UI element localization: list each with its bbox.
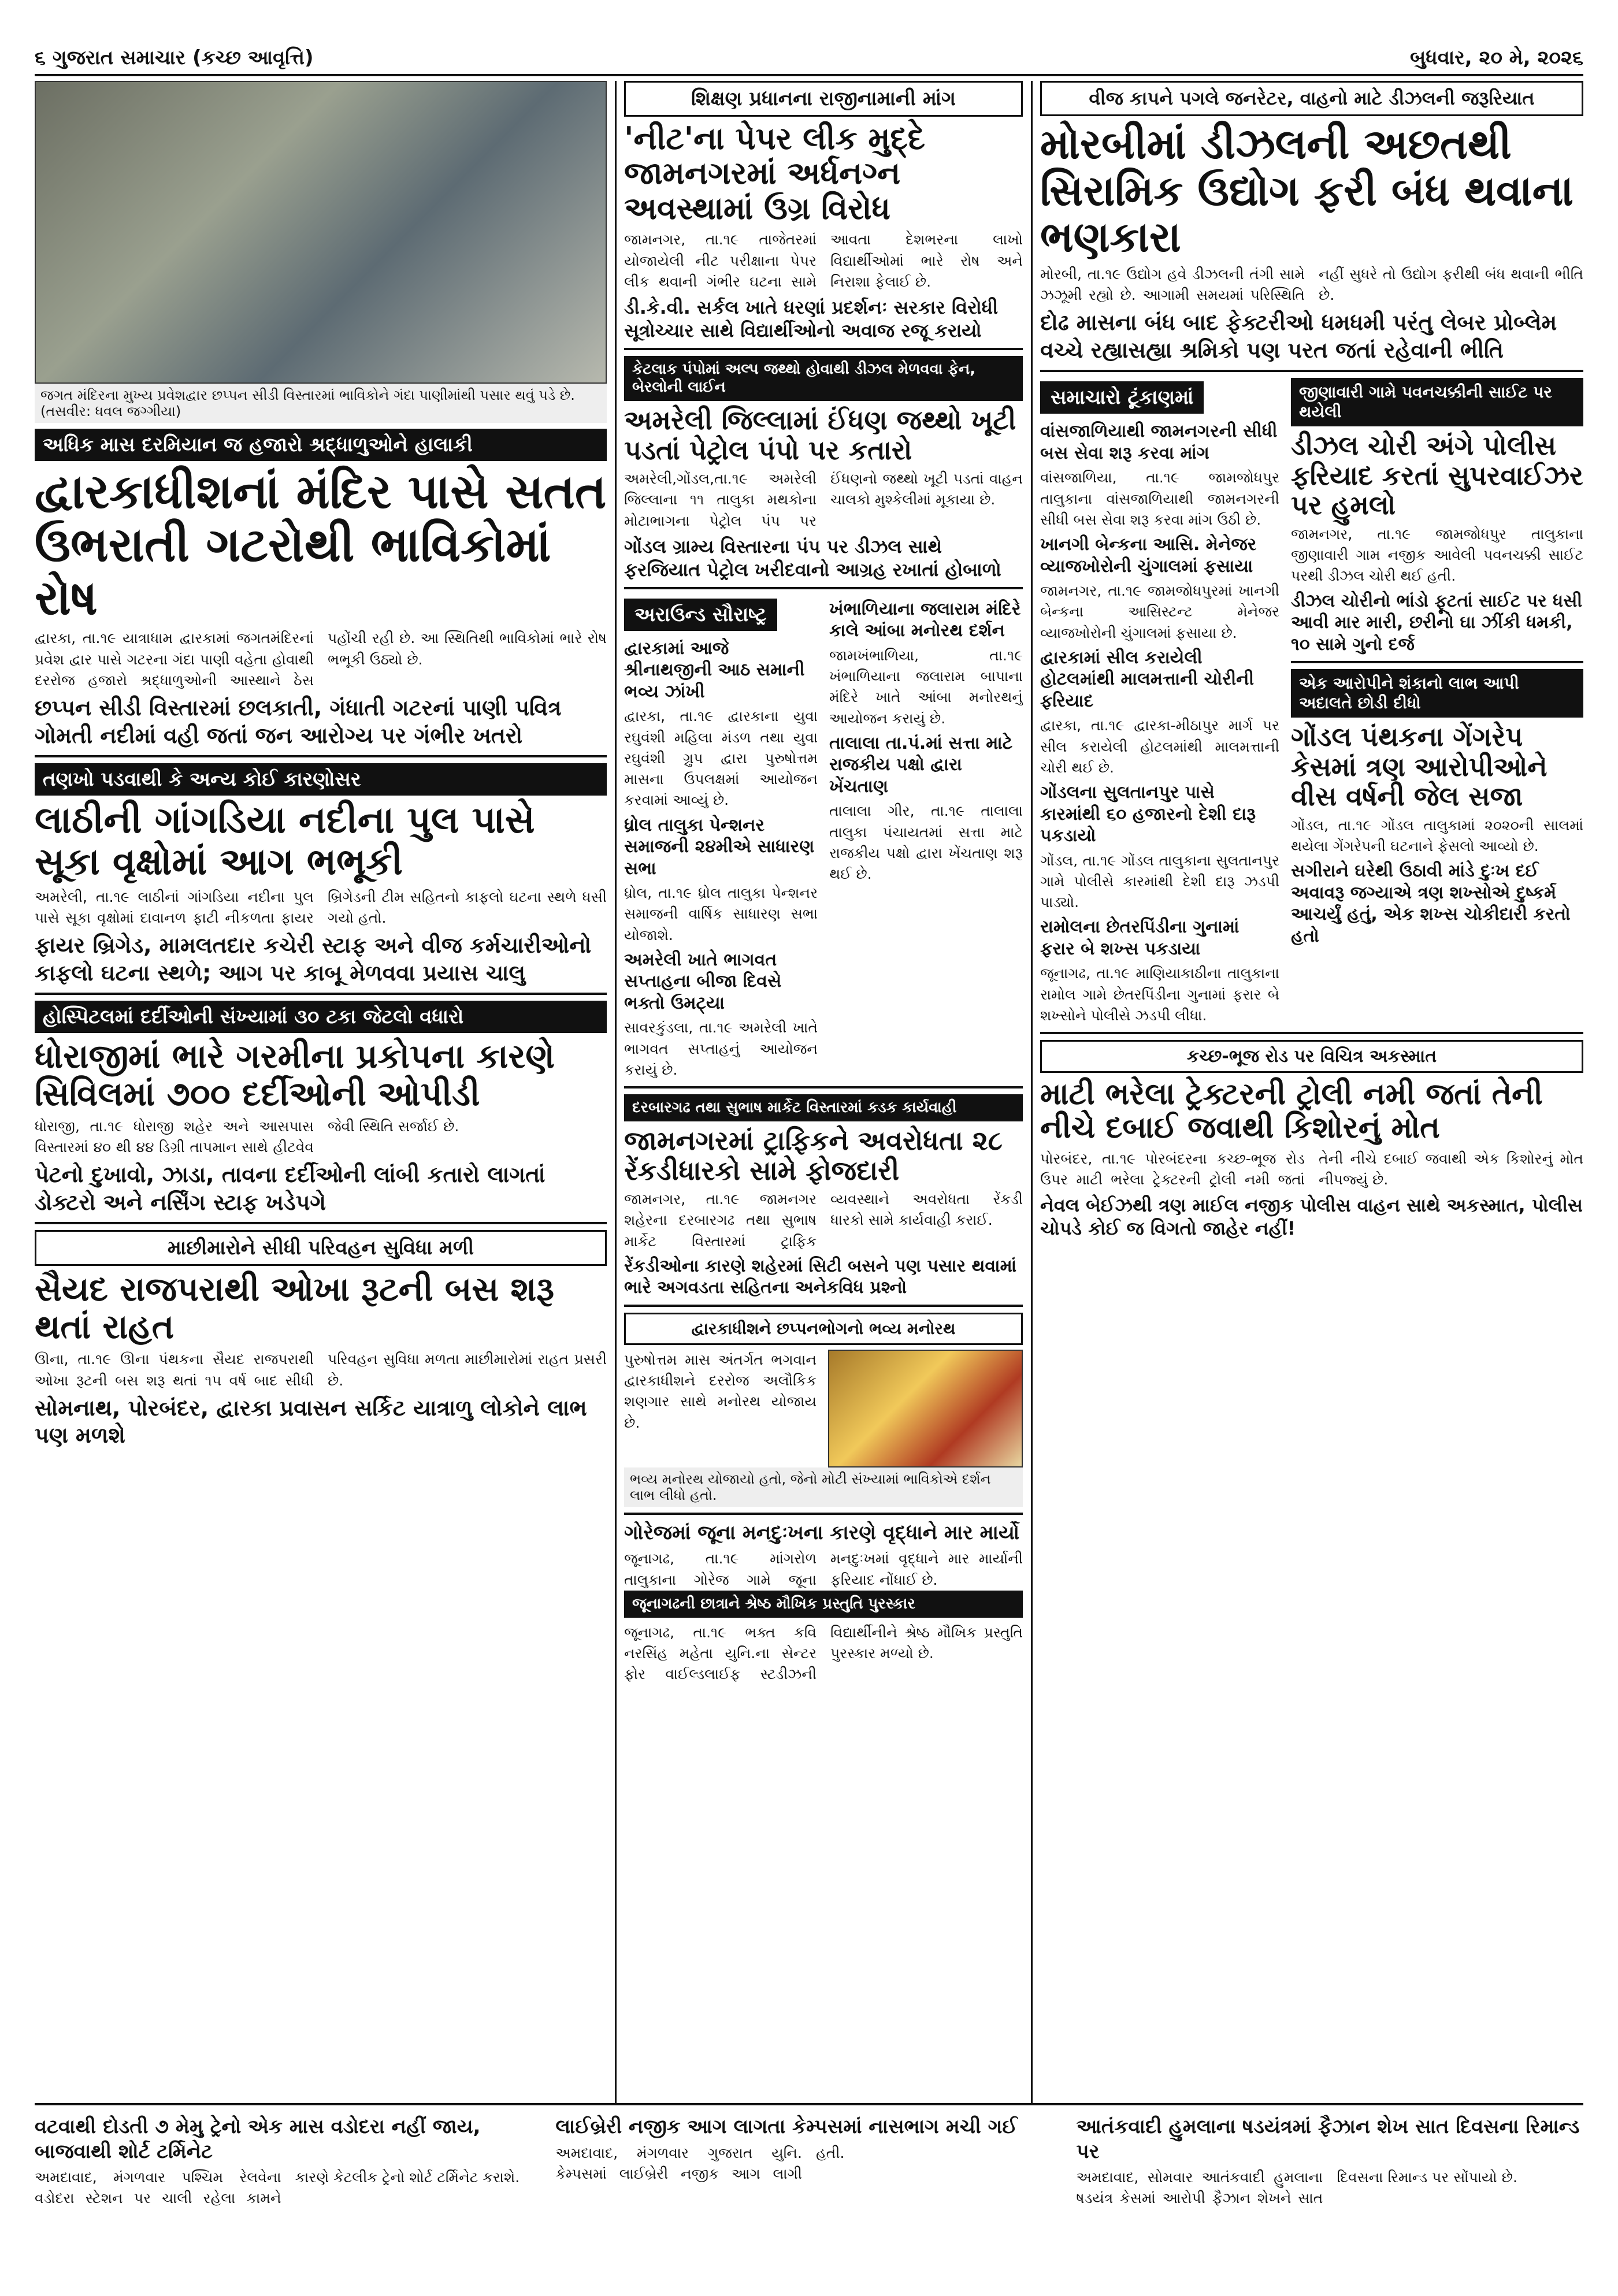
article-body: પોરબંદર, તા.૧૯ પોરબંદરના કચ્છ-ભૂજ રોડ ઉપર માટી ભરેલા ટ્રેક્ટરની ટ્રોલી નમી જતાં તેની નીચે દબાઈ જવાથી એક કિશોરનું મોત નીપજ્યું છે.	[1040, 1150, 1583, 1188]
article-body: અમદાવાદ, મંગળવાર ગુજરાત યુનિ. કેમ્પસમાં લાઈબ્રેરી નજીક આગ લાગી હતી.	[555, 2144, 845, 2182]
brief-body: દ્વારકા, તા.૧૯ દ્વારકાના યુવા રઘુવંશી મહિલા મંડળ તથા યુવા રઘુવંશી ગ્રુપ દ્વારા પુરુષોત્તમ માસના ઉપલક્ષમાં આયોજન કરવામાં આવ્યું છે.	[624, 708, 818, 809]
kicker: અધિક માસ દરમિયાન જ હજારો શ્રદ્ધાળુઓને હાલાકી	[35, 429, 607, 461]
brief-headline: દ્વારકામાં સીલ કરાયેલી હોટલમાંથી માલમત્તાની ચોરીની ફરિયાદ	[1040, 647, 1255, 711]
brief-headline: અમરેલી ખાતે ભાગવત સપ્તાહના બીજા દિવસે ભક્તો ઉમટ્યા	[624, 949, 782, 1013]
article-body: પુરુષોત્તમ માસ અંતર્ગત ભગવાન દ્વારકાધીશને દરરોજ અલૌકિક શણગાર સાથે મનોરથ યોજાય છે.	[624, 1351, 817, 1431]
headline: સૈયદ રાજપરાથી ઓખા રૂટની બસ શરૂ થતાં રાહત	[35, 1269, 555, 1347]
brief-body: તાલાલા ગીર, તા.૧૯ તાલાલા તાલુકા પંચાયતમાં સત્તા માટે રાજકીય પક્ષો દ્વારા ખેંચતાણ શરૂ થઈ છે.	[829, 803, 1023, 883]
subheadline: સોમનાથ, પોરબંદર, દ્વારકા પ્રવાસન સર્કિટ યાત્રાળુ લોકોને લાભ પણ મળશે	[35, 1395, 587, 1448]
headline: ડીઝલ ચોરી અંગે પોલીસ ફરિયાદ કરતાં સુપરવાઈઝર પર હુમલો	[1291, 430, 1583, 521]
kicker: કેટલાક પંપોમાં અલ્પ જથ્થો હોવાથી ડીઝલ મેળવવા ફેન, બેરલોની લાઈન	[624, 356, 1023, 401]
article-body: મોરબી, તા.૧૯ ઉદ્યોગ હવે ડીઝલની તંગી સામે ઝઝૂમી રહ્યો છે. આગામી સમયમાં પરિસ્થિતિ નહીં સુધરે તો ઉદ્યોગ ફરીથી બંધ થવાની ભીતિ છે.	[1040, 265, 1583, 304]
article-body: અમદાવાદ, સોમવાર આતંકવાદી હુમલાના ષડયંત્ર કેસમાં આરોપી ફૈઝાન શેખને સાત દિવસના રિમાન્ડ પર સોંપાયો છે.	[1076, 2169, 1517, 2207]
column-rule	[1031, 81, 1033, 2105]
headline: માટી ભરેલા ટ્રેક્ટરની ટ્રોલી નમી જતાં તેની નીચે દબાઈ જવાથી કિશોરનું મોત	[1040, 1077, 1543, 1146]
article-body: જામનગર, તા.૧૯ તાજેતરમાં યોજાયેલી નીટ પરીક્ષાના પેપર લીક થવાની ગંભીર ઘટના સામે આવતા દેશભરના લાખો વિદ્યાર્થીઓમાં ભારે રોષ અને નિરાશા ફેલાઈ છે.	[624, 231, 1023, 290]
headline: લાઠીની ગાંગડિયા નદીના પુલ પાસે સૂકા વૃક્ષોમાં આગ ભભૂકી	[35, 799, 535, 883]
headline: લાઈબ્રેરી નજીક આગ લાગતા કેમ્પસમાં નાસભાગ મચી ગઈ	[555, 2115, 1018, 2138]
bottom-story	[555, 2111, 1062, 2261]
brief-body: દ્વારકા, તા.૧૯ દ્વારકા-મીઠાપુર માર્ગ પર સીલ કરાયેલી હોટલમાંથી માલમત્તાની ચોરી થઈ છે.	[1040, 717, 1279, 776]
headline: આતંકવાદી હુમલાના ષડયંત્રમાં ફૈઝાન શેખ સાત દિવસના રિમાન્ડ પર	[1076, 2115, 1580, 2163]
headline: ગોરેજમાં જૂના મનદુઃખના કારણે વૃદ્ધાને માર માર્યો	[624, 1521, 1020, 1544]
kicker: હોસ્પિટલમાં દર્દીઓની સંખ્યામાં ૩૦ ટકા જેટલો વધારો	[35, 1001, 607, 1033]
brief-body: ધ્રોલ, તા.૧૯ ધ્રોલ તાલુકા પેન્શનર સમાજની વાર્ષિક સાધારણ સભા યોજાશે.	[624, 885, 818, 943]
brief-headline: તાલાલા તા.પં.માં સત્તા માટે રાજકીય પક્ષો દ્વારા ખેંચતાણ	[829, 733, 1013, 797]
kicker: કચ્છ-ભૂજ રોડ પર વિચિત્ર અકસ્માત	[1040, 1040, 1583, 1073]
subheadline: પેટનો દુખાવો, ઝાડા, તાવના દર્દીઓની લાંબી કતારો લાગતાં ડોક્ટરો અને નર્સિંગ સ્ટાફ ખડેપગે	[35, 1162, 545, 1215]
kicker: તણખો પડવાથી કે અન્ય કોઈ કારણોસર	[35, 763, 607, 796]
article-body: ધોરાજી, તા.૧૯ ધોરાજી શહેર અને આસપાસ વિસ્તારમાં ૪૦ થી ૪૪ ડિગ્રી તાપમાન સાથે હીટવેવ જેવી સ્થિતિ સર્જાઈ છે.	[35, 1117, 459, 1156]
kicker: વીજ કાપને પગલે જનરેટર, વાહનો માટે ડીઝલની જરૂરિયાત	[1040, 81, 1583, 116]
article-body: જામનગર, તા.૧૯ જામજોધપુર તાલુકાના જીણાવારી ગામ નજીક આવેલી પવનચક્કી સાઈટ પરથી ડીઝલ ચોરી થઈ હતી.	[1291, 525, 1583, 585]
article-body: જૂનાગઢ, તા.૧૯ માંગરોળ તાલુકાના ગોરેજ ગામે જૂના મનદુઃખમાં વૃદ્ધાને માર માર્યાની ફરિયાદ નોંધાઈ છે.	[624, 1550, 1023, 1588]
kicker: માછીમારોને સીધી પરિવહન સુવિધા મળી	[35, 1230, 607, 1266]
subheadline: ડીઝલ ચોરીનો ભાંડો ફૂટતાં સાઈટ પર ધસી આવી માર મારી, છરીનો ઘા ઝીંકી ધમકી, ૧૦ સામે ગુનો દર્જ	[1291, 590, 1583, 655]
subheadline: ફાયર બ્રિગેડ, મામલતદાર કચેરી સ્ટાફ અને વીજ કર્મચારીઓનો કાફલો ઘટના સ્થળે; આગ પર કાબૂ મેળવવા પ્રયાસ ચાલુ	[35, 932, 592, 986]
headline: અમરેલી જિલ્લામાં ઈંધણ જથ્થો ખૂટી પડતાં પેટ્રોલ પંપો પર કતારો	[624, 404, 1016, 466]
brief-body: જામનગર, તા.૧૯ જામજોધપુરમાં ખાનગી બેન્કના આસિસ્ટન્ટ મેનેજર વ્યાજખોરોની ચુંગાલમાં ફસાયા છે.	[1040, 582, 1279, 641]
bottom-story	[1077, 2111, 1583, 2261]
headline: ધોરાજીમાં ભારે ગરમીના પ્રકોપના કારણે સિવિલમાં ૭૦૦ દર્દીઓની ઓપીડી	[35, 1036, 555, 1114]
subheadline: સગીરાને ઘરેથી ઉઠાવી માંડે દુઃખ દઈ અવાવરૂ જગ્યાએ ત્રણ શખ્સોએ દુષ્કર્મ આચર્યું હતું, એક શખ્સ ચોકીદારી કરતો હતો	[1291, 861, 1571, 946]
headline: મોરબીમાં ડીઝલની અછતથી સિરામિક ઉદ્યોગ ફરી બંધ થવાના ભણકારા	[1040, 120, 1574, 262]
kicker: જીણાવારી ગામે પવનચક્કીની સાઈટ પર થયેલી	[1291, 378, 1583, 426]
column-rule	[615, 81, 617, 2105]
headline: 'નીટ'ના પેપર લીક મુદ્દે જામનગરમાં અર્ધનગ્ન અવસ્થામાં ઉગ્ર વિરોધ	[624, 120, 925, 226]
article-body: અમદાવાદ, મંગળવાર પશ્ચિમ રેલવેના વડોદરા સ્ટેશન પર ચાલી રહેલા કામને કારણે કેટલીક ટ્રેનો શોર્ટ ટર્મિનેટ કરાશે.	[35, 2169, 520, 2207]
subheadline: ગોંડલ ગ્રામ્ય વિસ્તારના પંપ પર ડીઝલ સાથે ફરજિયાત પેટ્રોલ ખરીદવાનો આગ્રહ રખાતાં હોબાળો	[624, 535, 1001, 581]
bottom-story	[35, 2111, 541, 2261]
headline: દ્વારકાધીશનાં મંદિર પાસે સતત ઉભરાતી ગટરોથી ભાવિકોમાં રોષ	[35, 465, 607, 626]
headline: જામનગરમાં ટ્રાફિકને અવરોધતા ૨૮ રેંકડીધારકો સામે ફોજદારી	[624, 1125, 1003, 1186]
section-label-briefs: સમાચારો ટૂંકાણમાં	[1040, 381, 1204, 414]
issue-date: બુધવાર, ૨૦ મે, ૨૦૨૬	[1410, 46, 1583, 69]
article-body: દ્વારકા, તા.૧૯ યાત્રાધામ દ્વારકામાં જગતમંદિરનાં પ્રવેશ દ્વાર પાસે ગટરના ગંદા પાણી વહેતા હોવાથી દરરોજ હજારો શ્રદ્ધાળુઓની આસ્થાને ઠેસ પહોંચી રહી છે. આ સ્થિતિથી ભાવિકોમાં ભારે રોષ ભભૂકી ઉઠ્યો છે.	[35, 630, 607, 689]
section-label-around: અરાઉન્ડ સૌરાષ્ટ્ર	[624, 599, 777, 631]
temple-photo	[35, 81, 607, 384]
article-body: જૂનાગઢ, તા.૧૯ ભક્ત કવિ નરસિંહ મહેતા યુનિ.ના સેન્ટર ફોર વાઈલ્ડલાઈફ સ્ટડીઝની વિદ્યાર્થીનીને શ્રેષ્ઠ મૌખિક પ્રસ્તુતિ પુરસ્કાર મળ્યો છે.	[624, 1623, 1023, 1683]
brief-body: વાંસજાળિયા, તા.૧૯ જામજોધપુર તાલુકાના વાંસજાળિયાથી જામનગરની સીધી બસ સેવા શરૂ કરવા માંગ ઉઠી છે.	[1040, 469, 1279, 528]
headline: ગોંડલ પંથકના ગેંગરેપ કેસમાં ત્રણ આરોપીઓને વીસ વર્ષની જેલ સજા	[1291, 721, 1548, 812]
brief-headline: ગોંડલના સુલતાનપુર પાસે કારમાંથી ૬૦ હજારનો દેશી દારૂ પકડાયો	[1040, 782, 1256, 846]
kicker: દરબારગઢ તથા સુભાષ માર્કેટ વિસ્તારમાં કડક કાર્યવાહી	[624, 1094, 1023, 1121]
brief-headline: ધ્રોલ તાલુકા પેન્શનર સમાજની ૨૪મીએ સાધારણ સભા	[624, 815, 815, 879]
column-right	[1040, 81, 1583, 2105]
kicker: એક આરોપીને શંકાનો લાભ આપી અદાલતે છોડી દીધો	[1291, 669, 1583, 718]
article-body: જામનગર, તા.૧૯ જામનગર શહેરના દરબારગઢ તથા સુભાષ માર્કેટ વિસ્તારમાં ટ્રાફિક વ્યવસ્થાને અવરોધતા રેંકડી ધારકો સામે કાર્યવાહી કરાઈ.	[624, 1191, 1023, 1250]
brief-headline: વાંસજાળિયાથી જામનગરની સીધી બસ સેવા શરૂ કરવા માંગ	[1040, 421, 1278, 463]
brief-headline: દ્વારકામાં આજે શ્રીનાથજીની આઠ સમાની ભવ્ય ઝાંખી	[624, 638, 805, 702]
bottom-stories	[35, 2103, 1583, 2261]
column-middle	[624, 81, 1023, 2105]
kicker: જૂનાગઢની છાત્રાને શ્રેષ્ઠ મૌખિક પ્રસ્તુતિ પુરસ્કાર	[624, 1591, 1023, 1618]
kicker: દ્વારકાધીશને છપ્પનભોગનો ભવ્ય મનોરથ	[624, 1313, 1023, 1345]
brief-body: જૂનાગઢ, તા.૧૯ માણિયાકાઠીના તાલુકાના રામોલ ગામે છેતરપિંડીના ગુનામાં ફરાર બે શખ્સોને પોલીસે ઝડપી લીધા.	[1040, 965, 1279, 1024]
article-body: અમરેલી, તા.૧૯ લાઠીનાં ગાંગડિયા નદીના પુલ પાસે સૂકા વૃક્ષોમાં દાવાનળ ફાટી નીકળતા ફાયર બ્રિગેડની ટીમ સહિતનો કાફલો ઘટના સ્થળે ધસી ગયો હતો.	[35, 888, 607, 926]
paper-name: ૬ ગુજરાત સમાચાર (કચ્છ આવૃત્તિ)	[35, 46, 314, 69]
manorath-photo	[828, 1350, 1023, 1467]
article-body: અમરેલી,ગોંડલ,તા.૧૯ અમરેલી જિલ્લાના ૧૧ તાલુકા મથકોના મોટાભાગના પેટ્રોલ પંપ પર ઈંધણનો જથ્થો ખૂટી પડતાં વાહન ચાલકો મુશ્કેલીમાં મૂકાયા છે.	[624, 470, 1023, 529]
subheadline: છપ્પન સીડી વિસ્તારમાં છલકાતી, ગંધાતી ગટરનાં પાણી પવિત્ર ગોમતી નદીમાં વહી જતાં જન આરોગ્ય પર ગંભીર ખતરો	[35, 695, 562, 748]
subheadline: નેવલ બેઈઝથી ત્રણ માઈલ નજીક પોલીસ વાહન સાથે અકસ્માત, પોલીસ ચોપડે કોઈ જ વિગતો જાહેર નહીં!	[1040, 1194, 1583, 1240]
subheadline: રેંકડીઓના કારણે શહેરમાં સિટી બસને પણ પસાર થવામાં ભારે અગવડતા સહિતના અનેકવિધ પ્રશ્નો	[624, 1255, 1017, 1298]
photo-caption: ભવ્ય મનોરથ યોજાયો હતો, જેનો મોટી સંખ્યામાં ભાવિકોએ દર્શન લાભ લીધો હતો.	[624, 1467, 1023, 1507]
article-body: ગોંડલ, તા.૧૯ ગોંડલ તાલુકામાં ૨૦૨૦ની સાલમાં થયેલા ગેંગરેપની ઘટનાને ફેસલો આવ્યો છે.	[1291, 816, 1583, 855]
brief-headline: ખાનગી બેન્કના આસિ. મેનેજર વ્યાજખોરોની ચુંગાલમાં ફસાયા	[1040, 534, 1257, 577]
masthead	[35, 35, 1583, 76]
photo-caption: જગત મંદિરના મુખ્ય પ્રવેશદ્વાર છપ્પન સીડી વિસ્તારમાં ભાવિકોને ગંદા પાણીમાંથી પસાર થવું પડે છે. (તસવીર: ધવલ જગ્ગીયા)	[35, 384, 607, 423]
brief-body: જામખંભાળિયા, તા.૧૯ ખંભાળિયાના જલારામ બાપાના મંદિરે ખાતે આંબા મનોરથનું આયોજન કરાયું છે.	[829, 647, 1023, 727]
brief-headline: ખંભાળિયાના જલારામ મંદિરે કાલે આંબા મનોરથ દર્શન	[829, 599, 1021, 641]
article-body: ઊના, તા.૧૯ ઊના પંથકના સૈયદ રાજપરાથી ઓખા રૂટની બસ શરૂ થતાં ૧૫ વર્ષ બાદ સીધી પરિવહન સુવિધા મળતા માછીમારોમાં રાહત પ્રસરી છે.	[35, 1351, 607, 1389]
brief-body: ગોંડલ, તા.૧૯ ગોંડલ તાલુકાના સુલતાનપુર ગામે પોલીસે કારમાંથી દેશી દારૂ ઝડપી પાડ્યો.	[1040, 852, 1279, 911]
subheadline: ડી.કે.વી. સર્કલ ખાતે ધરણાં પ્રદર્શનઃ સરકાર વિરોધી સૂત્રોચ્ચાર સાથે વિદ્યાર્થીઓનો અવાજ રજૂ કરાયો	[624, 296, 999, 342]
brief-headline: રામોલના છેતરપિંડીના ગુનામાં ફરાર બે શખ્સ પકડાયા	[1040, 917, 1240, 959]
subheadline: દોઢ માસના બંધ બાદ ફેક્ટરીઓ ધમધમી પરંતુ લેબર પ્રોબ્લેમ વચ્ચે રહ્યાસહ્યા શ્રમિકો પણ પરત જતાં રહેવાની ભીતિ	[1040, 310, 1557, 363]
headline: વટવાથી દોડતી ૭ મેમુ ટ્રેનો એક માસ વડોદરા નહીં જાય, બાજવાથી શોર્ટ ટર્મિનેટ	[35, 2115, 481, 2163]
kicker: શિક્ષણ પ્રધાનના રાજીનામાની માંગ	[624, 81, 1023, 117]
brief-body: સાવરકુંડલા, તા.૧૯ અમરેલી ખાતે ભાગવત સપ્તાહનું આયોજન કરાયું છે.	[624, 1019, 818, 1078]
column-left	[35, 81, 607, 2105]
